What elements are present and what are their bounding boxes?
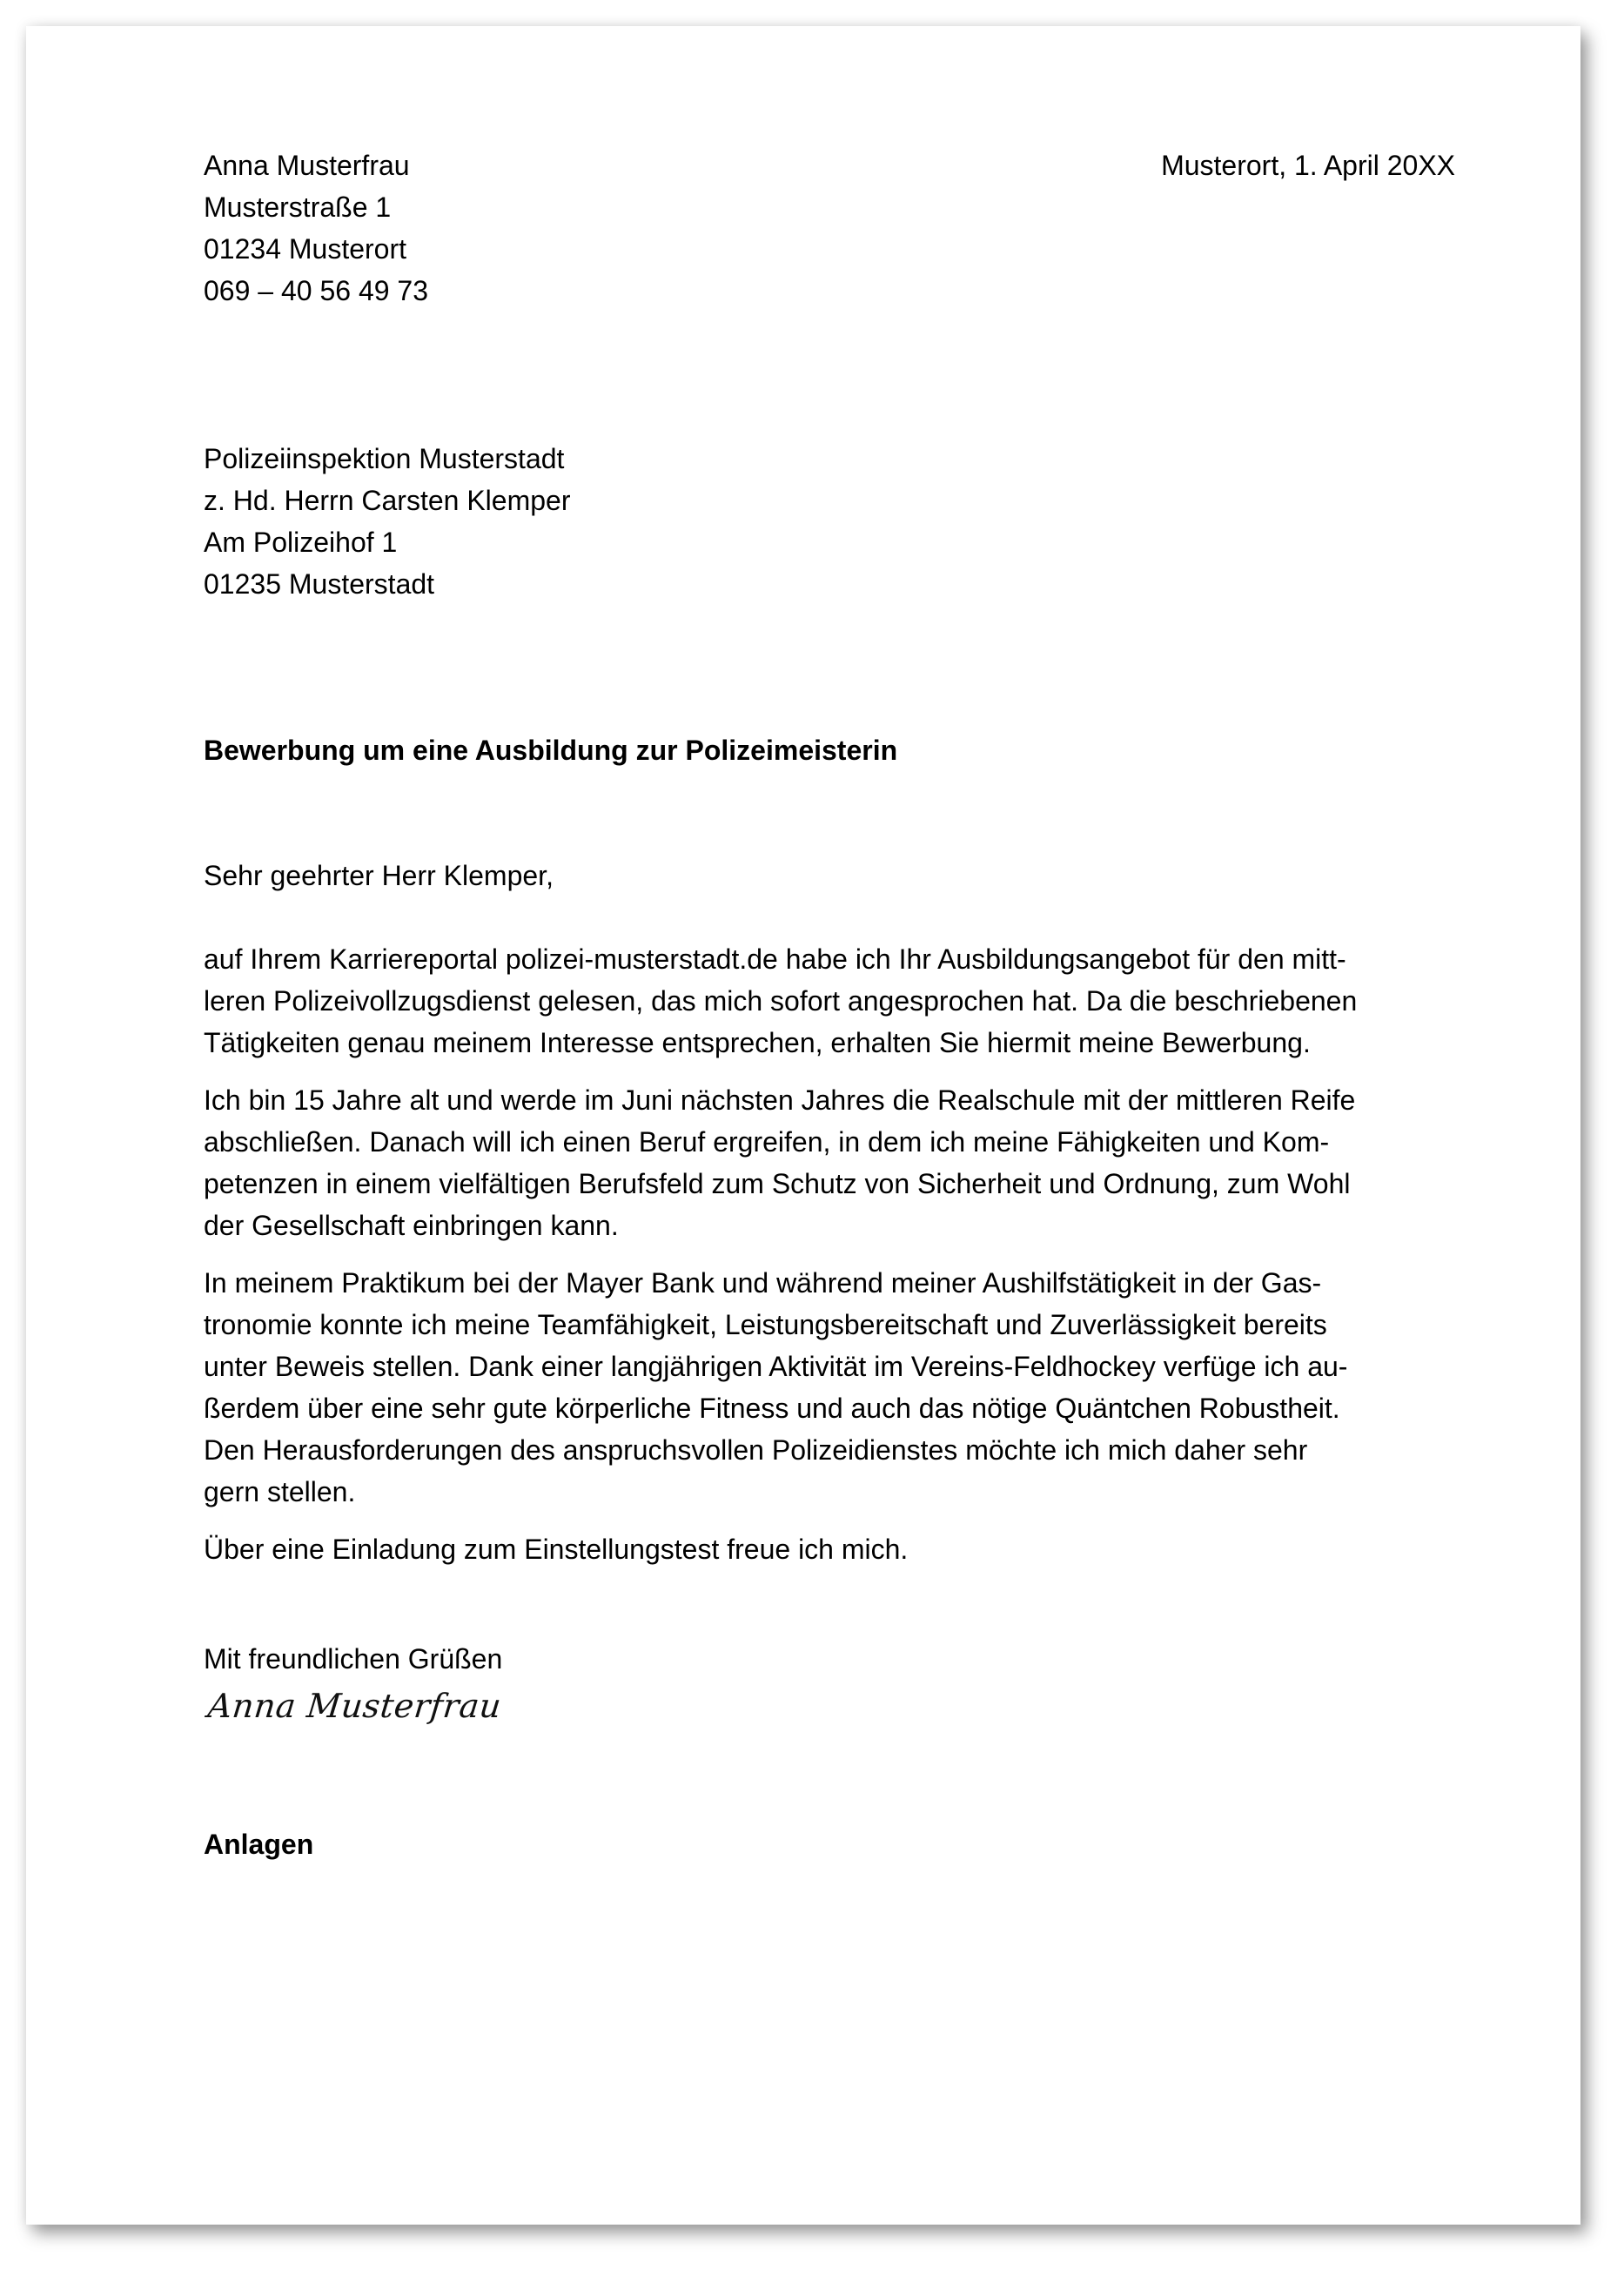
closing-sentence: Über eine Einladung zum Einstellungstest freue ich mich.: [204, 1534, 909, 1565]
sender-address: [204, 144, 428, 312]
body-paragraph-2: [204, 1079, 1357, 1246]
recipient-organization: Polizeiinspektion Musterstadt: [204, 443, 565, 474]
recipient-address: [204, 438, 570, 605]
recipient-attention: z. Hd. Herrn Carsten Klemper: [204, 485, 571, 516]
sender-phone: 069 – 40 56 49 73: [204, 275, 429, 306]
body-line: leren Polizeivollzugsdienst gelesen, das mich sofort angesprochen hat. Da die beschriebenen: [204, 985, 1358, 1017]
body-line: Den Herausforderungen des anspruchsvollen Polizeidienstes möchte ich mich daher sehr: [204, 1434, 1308, 1466]
body-line: Ich bin 15 Jahre alt und werde im Juni nächsten Jahres die Realschule mit der mittleren Reife: [204, 1084, 1356, 1116]
recipient-street: Am Polizeihof 1: [204, 527, 398, 558]
body-line: gern stellen.: [204, 1476, 356, 1507]
body-line: abschließen. Danach will ich einen Beruf ergreifen, in dem ich meine Fähigkeiten und Kom-: [204, 1126, 1330, 1158]
letter-body: [204, 938, 1357, 1570]
letter-date: Musterort, 1. April 20XX: [1161, 150, 1455, 181]
attachments-label: Anlagen: [204, 1829, 314, 1860]
sender-name: Anna Musterfrau: [204, 150, 410, 181]
body-line: Tätigkeiten genau meinem Interesse entsprechen, erhalten Sie hiermit meine Bewerbung.: [204, 1027, 1311, 1058]
letter-subject: Bewerbung um eine Ausbildung zur Polizeimeisterin: [204, 735, 898, 766]
body-line: In meinem Praktikum bei der Mayer Bank und während meiner Aushilfstätigkeit in der Gas-: [204, 1267, 1322, 1299]
closing-greeting: Mit freundlichen Grüßen: [204, 1643, 503, 1675]
body-line: auf Ihrem Karriereportal polizei-musterstadt.de habe ich Ihr Ausbildungsangebot für den mitt-: [204, 943, 1346, 975]
body-line: tronomie konnte ich meine Teamfähigkeit, Leistungsbereitschaft und Zuverlässigkeit bereits: [204, 1309, 1327, 1340]
salutation: Sehr geehrter Herr Klemper,: [204, 860, 554, 891]
sender-street: Musterstraße 1: [204, 191, 392, 223]
body-paragraph-1: [204, 938, 1357, 1064]
sender-city: 01234 Musterort: [204, 233, 407, 265]
body-line: der Gesellschaft einbringen kann.: [204, 1210, 619, 1241]
body-line: ßerdem über eine sehr gute körperliche Fitness und auch das nötige Quäntchen Robustheit.: [204, 1393, 1340, 1424]
body-line: unter Beweis stellen. Dank einer langjährigen Aktivität im Vereins-Feldhockey verfüge ich au-: [204, 1351, 1348, 1382]
recipient-city: 01235 Musterstadt: [204, 568, 435, 600]
body-line: petenzen in einem vielfältigen Berufsfeld zum Schutz von Sicherheit und Ordnung, zum Wohl: [204, 1168, 1351, 1199]
body-paragraph-3: [204, 1262, 1357, 1513]
letter-page: [26, 26, 1580, 2225]
handwritten-signature: Anna Musterfrau: [205, 1687, 504, 1725]
